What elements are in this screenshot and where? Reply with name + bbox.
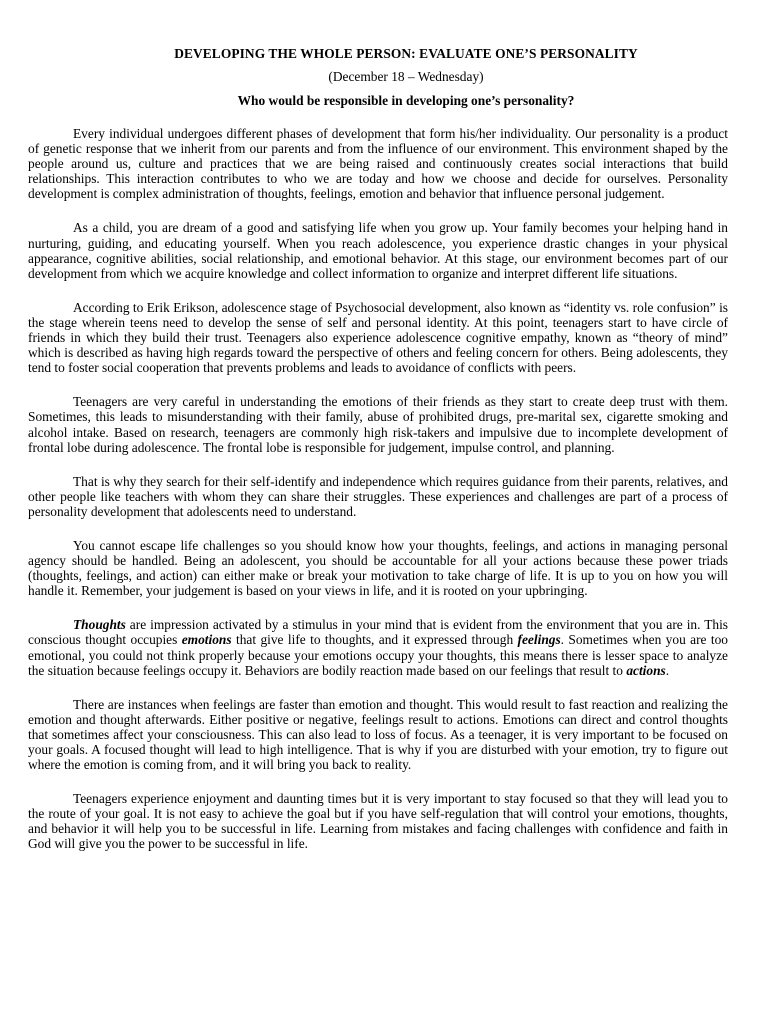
document-question: Who would be responsible in developing one’s personality?	[237, 93, 575, 108]
paragraph-4: Teenagers are very careful in understanding the emotions of their friends as they start to create deep trust with them. Sometimes, this leads to misunderstanding with their family, abuse of prohibited drugs, pre-marital sex, cigarette smoking and alcohol intake. Based on research, teenagers are commonly high risk-takers and impulsive due to incomplete development of frontal lobe during adolescence. The frontal lobe is responsible for judgement, impulse control, and planning.	[28, 394, 728, 455]
paragraph-6: You cannot escape life challenges so you should know how your thoughts, feelings, and actions in managing personal agency should be handled. Being an adolescent, you should be accountable for all your actions because these power triads (thoughts, feelings, and action) can either make or break your motivation to take charge of life. It is up to you on how you will handle it. Remember, your judgement is based on your views in life, and it is rooted on your upbringing.	[28, 537, 728, 599]
paragraph-9: Teenagers experience enjoyment and daunting times but it is very important to stay focused so that they will lead you to the route of your goal. It is not easy to achieve the goal but if you have self-regulation that will control your emotions, thoughts, and behavior it will help you to be successful in life. Learning from mistakes and facing challenges with confidence and faith in God will give you the power to be successful in life.	[28, 791, 728, 852]
paragraph-7-text-c: . Sometimes when you are too emotional, you could not think properly because your emotions occupy your thoughts, this means there is lesser space to analyze the situation because feelings occupy it. Behaviors are bodily reaction made based on our feelings that result to	[28, 632, 728, 678]
document-title: DEVELOPING THE WHOLE PERSON: EVALUATE ONE’S PERSONALITY	[174, 46, 638, 61]
term-feelings: feelings	[517, 632, 561, 648]
paragraph-7-text-b: that give life to thoughts, and it expressed through	[231, 632, 518, 648]
paragraph-5: That is why they search for their self-identify and independence which requires guidance from their parents, relatives, and other people like teachers with whom they can share their struggles. These experiences and challenges are part of a process of personality development that adolescents need to understand.	[28, 473, 728, 519]
document-date: (December 18 – Wednesday)	[328, 69, 484, 84]
document-body	[28, 126, 728, 852]
term-thoughts: Thoughts	[73, 617, 126, 633]
paragraph-2: As a child, you are dream of a good and satisfying life when you grow up. Your family becomes your helping hand in nurturing, guiding, and educating yourself. When you reach adolescence, you experience drastic changes in your physical appearance, cognitive abilities, social relationship, and emotional behavior. At this stage, our environment becomes part of our development from which we acquire knowledge and collect information to organize and interpret different life situations.	[28, 220, 728, 281]
paragraph-1: Every individual undergoes different phases of development that form his/her individuality. Our personality is a product of genetic response that we inherit from our parents and from the influence of our environment. This environment shaped by the people around us, culture and practices that we are being raised and continuously creates social interactions that build relationships. This interaction contributes to who we are today and how we choose and decide for ourselves. Personality development is complex administration of thoughts, feelings, emotion and behavior that influence personal judgement.	[28, 126, 728, 202]
paragraph-8: There are instances when feelings are faster than emotion and thought. This would result to fast reaction and realizing the emotion and thought afterwards. Either positive or negative, feelings result to actions. Emotions can direct and control thoughts that sometimes affect your consciousness. This can also lead to loss of focus. As a teenager, it is very important to be focused on your goals. A focused thought will lead to high intelligence. That is why if you are disturbed with your emotion, try to figure out where the emotion is coming from, and it will bring you back to reality.	[28, 696, 728, 773]
term-actions: actions	[626, 662, 666, 678]
paragraph-7	[28, 617, 728, 677]
paragraph-3: According to Erik Erikson, adolescence stage of Psychosocial development, also known as “identity vs. role confusion” is the stage wherein teens need to develop the sense of self and personal identity. At this point, teenagers start to have circle of friends in which they build their trust. Teenagers also experience adolescence cognitive empathy, known as “theory of mind” which is described as having high regards toward the perspective of others and feeling concern for others. Being adolescents, they tend to foster social cooperation that prevents problems and leads to avoidance of conflicts with peers.	[28, 299, 728, 376]
paragraph-7-text-a: are impression activated by a stimulus in your mind that is evident from the environment that you are in. This conscious thought occupies	[28, 617, 728, 648]
paragraph-7-text-d: .	[665, 662, 670, 678]
term-emotions: emotions	[181, 632, 232, 648]
